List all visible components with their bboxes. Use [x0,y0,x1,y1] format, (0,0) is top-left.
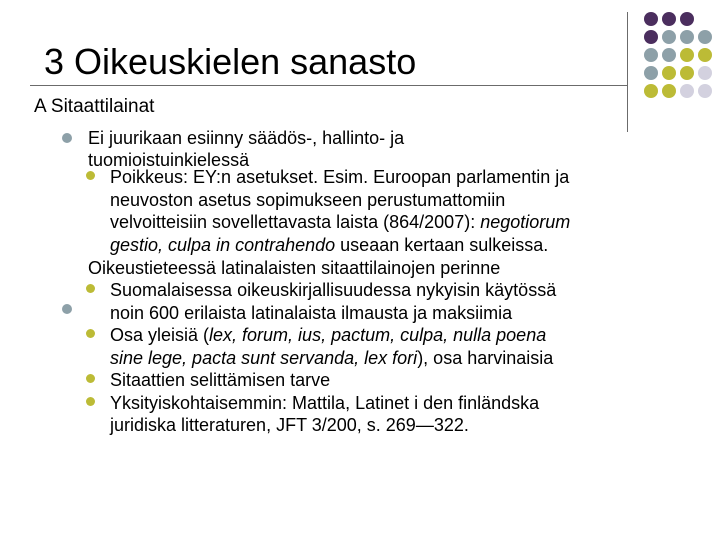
decorative-dot [680,48,694,62]
decorative-dot [644,66,658,80]
decorative-dot [698,84,712,98]
decorative-dot [662,12,676,26]
item-1-line-1: Ei juurikaan esiinny säädös-, hallinto- ja [88,128,405,148]
subitem-1-1-line-1: Poikkeus: EY:n asetukset. Esim. Euroopan parlamentin ja [110,167,570,187]
sub-bullet-icon [86,284,95,293]
decorative-dot [662,66,676,80]
title-divider [30,85,628,86]
sub-bullet-icon [86,397,95,406]
decorative-dot [662,84,676,98]
subitem-2-3-line-1: Sitaattien selittämisen tarve [110,370,331,390]
subitem-2-4-line-2: juridiska litteraturen, JFT 3/200, s. 269—322. [110,415,469,435]
subitem-1-1-line-2: neuvoston asetus sopimukseen perustumattomiin [110,190,506,210]
decorative-dot [680,12,694,26]
item-1-line-2: tuomioistuinkielessä [88,150,250,170]
bullet-icon [62,304,72,314]
decorative-dot [698,66,712,80]
sub-bullet-icon [86,171,95,180]
decorative-dot [680,66,694,80]
sub-bullet-icon [86,329,95,338]
bullet-icon [62,133,72,143]
decorative-dot [644,30,658,44]
decorative-dot [680,84,694,98]
subitem-2-2-line-2: sine lege, pacta sunt servanda, lex fori), osa harvinaisia [110,348,554,368]
subitem-1-1-line-3: velvoitteisiin sovellettavasta laista (864/2007): negotiorum [110,212,571,232]
decorative-dot [662,30,676,44]
slide-title: 3 Oikeuskielen sanasto [44,41,417,82]
subitem-1-1-line-4: gestio, culpa in contrahendo useaan kertaan sulkeissa. [110,235,549,255]
item-2-line-1: Oikeustieteessä latinalaisten sitaattilainojen perinne [88,258,501,278]
subitem-2-1-line-2: noin 600 erilaista latinalaista ilmausta ja maksiimia [110,303,513,323]
decorative-dot [644,12,658,26]
decorative-dot [662,48,676,62]
decorative-dot-grid [640,8,720,108]
subitem-2-1-line-1: Suomalaisessa oikeuskirjallisuudessa nykyisin käytössä [110,280,557,300]
decorative-dot [644,48,658,62]
vertical-divider [627,12,628,132]
decorative-dot [698,30,712,44]
sub-bullet-icon [86,374,95,383]
subheading: A Sitaattilainat [34,96,155,117]
subitem-2-2-line-1: Osa yleisiä (lex, forum, ius, pactum, culpa, nulla poena [110,325,547,345]
decorative-dot [680,30,694,44]
subitem-2-4-line-1: Yksityiskohtaisemmin: Mattila, Latinet i den finländska [110,393,540,413]
decorative-dot [698,48,712,62]
decorative-dot [644,84,658,98]
